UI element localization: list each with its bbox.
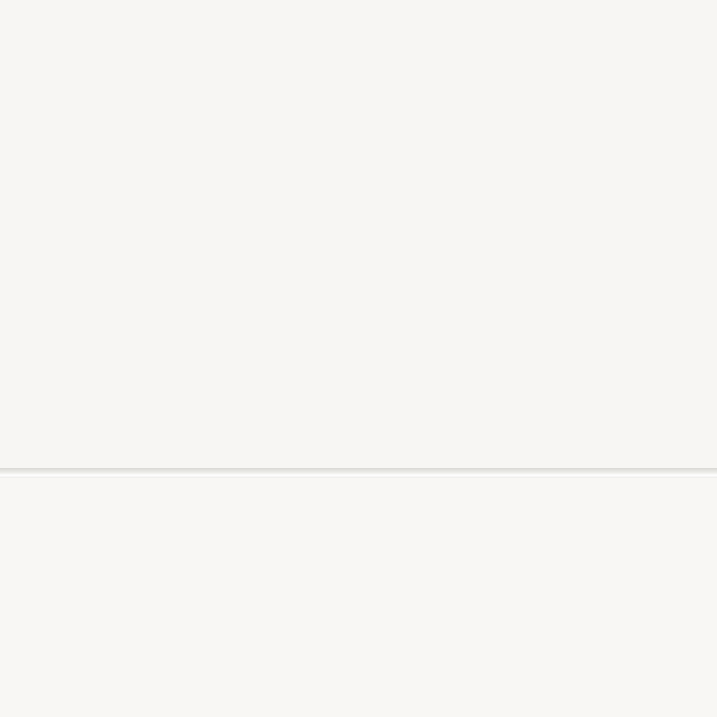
document-page-bottom: [0, 478, 717, 717]
